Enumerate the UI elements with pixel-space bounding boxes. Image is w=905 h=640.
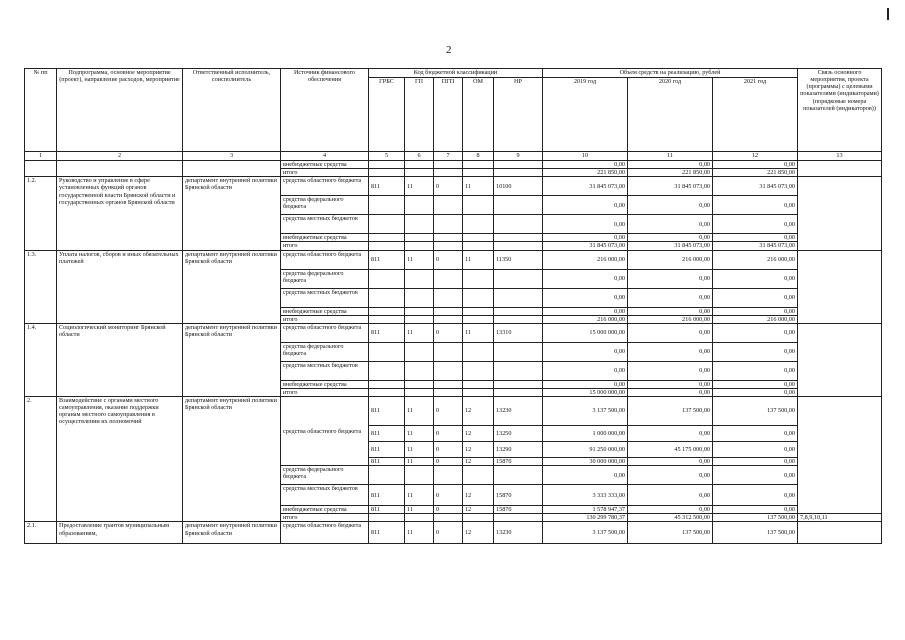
value-2019: 30 000 000,00	[543, 458, 628, 466]
code-grbs: 811	[369, 442, 405, 458]
value-2019: 0,00	[543, 380, 628, 388]
value-2021: 0,00	[713, 442, 798, 458]
code-ppgp: 0	[434, 426, 463, 442]
value-2019: 130 299 780,37	[543, 514, 628, 522]
value-2020: 137 500,00	[628, 522, 713, 544]
code-nr: 13230	[494, 522, 543, 544]
header-om: ОМ	[463, 78, 494, 152]
source-label: средства областного бюджета	[281, 177, 369, 196]
source-label: внебюджетные средства	[281, 161, 369, 169]
cell-empty	[798, 177, 882, 250]
value-2019: 0,00	[543, 466, 628, 485]
code-gp: 11	[405, 506, 434, 514]
colnum: 7	[434, 152, 463, 161]
value-2020: 0,00	[628, 161, 713, 169]
value-2020: 0,00	[628, 288, 713, 307]
table-row	[25, 161, 882, 169]
colnum: 8	[463, 152, 494, 161]
value-2021: 0,00	[713, 234, 798, 242]
value-2019: 15 000 000,00	[543, 388, 628, 396]
code-gp: 11	[405, 177, 434, 196]
cell-empty	[798, 323, 882, 396]
value-2021: 0,00	[713, 388, 798, 396]
colnum: 11	[628, 152, 713, 161]
row-name: Взаимодействие с органами местного самоуправления, оказание поддержки органам местного самоуправления в осуществлении их полномочий	[57, 397, 183, 522]
value-2019: 0,00	[543, 361, 628, 380]
source-label: средства местных бюджетов	[281, 361, 369, 380]
value-2020: 0,00	[628, 466, 713, 485]
value-2019: 0,00	[543, 269, 628, 288]
value-2020: 0,00	[628, 361, 713, 380]
header-volume: Объем средств на реализацию, рублей	[543, 69, 798, 78]
colnum: 3	[183, 152, 281, 161]
value-2021: 0,00	[713, 485, 798, 506]
colnum: 13	[798, 152, 882, 161]
code-gp: 11	[405, 458, 434, 466]
value-2021: 0,00	[713, 215, 798, 234]
value-2021: 0,00	[713, 458, 798, 466]
header-row-1	[25, 69, 882, 78]
header-ppgp: ПГП	[434, 78, 463, 152]
code-gp: 11	[405, 323, 434, 342]
value-2020: 0,00	[628, 323, 713, 342]
value-2020: 0,00	[628, 380, 713, 388]
cell-empty	[57, 161, 183, 177]
cell-empty	[798, 250, 882, 323]
row-name: Уплата налогов, сборов и иных обязательных платежей	[57, 250, 183, 323]
code-grbs: 811	[369, 323, 405, 342]
source-label: средства федерального бюджета	[281, 466, 369, 485]
header-source: Источник финансового обеспечения	[281, 69, 369, 152]
header-nr: НР	[494, 78, 543, 152]
value-2021: 0,00	[713, 426, 798, 442]
cell-empty	[183, 161, 281, 177]
value-2021: 0,00	[713, 342, 798, 361]
colnum: 6	[405, 152, 434, 161]
code-ppgp: 0	[434, 177, 463, 196]
header-grbs: ГРБС	[369, 78, 405, 152]
code-nr: 15870	[494, 506, 543, 514]
value-2019: 31 845 073,00	[543, 177, 628, 196]
source-label: итого	[281, 315, 369, 323]
value-2020: 45 175 000,00	[628, 442, 713, 458]
row-number: 2.1.	[25, 522, 57, 544]
source-label: средства местных бюджетов	[281, 485, 369, 506]
source-label: средства областного бюджета	[281, 522, 369, 544]
code-om: 12	[463, 442, 494, 458]
value-2019: 91 250 000,00	[543, 442, 628, 458]
code-nr: 15870	[494, 485, 543, 506]
header-2019: 2019 год	[543, 78, 628, 152]
indicator-link: 7,8,9,10,11	[798, 514, 882, 522]
value-2020: 31 845 073,00	[628, 177, 713, 196]
value-2020: 0,00	[628, 388, 713, 396]
code-gp: 11	[405, 250, 434, 269]
source-label: внебюджетные средства	[281, 234, 369, 242]
colnum: 9	[494, 152, 543, 161]
source-label: средства местных бюджетов	[281, 288, 369, 307]
row-name: Руководство и управление в сфере установленных функций органов государственной власти Брянской области и государственных органов Брянской области	[57, 177, 183, 250]
table-row	[25, 177, 882, 196]
table-row	[25, 522, 882, 544]
cell-empty	[798, 397, 882, 514]
value-2020: 0,00	[628, 269, 713, 288]
value-2019: 221 850,00	[543, 169, 628, 177]
edge-mark	[887, 8, 889, 20]
code-om: 12	[463, 506, 494, 514]
value-2020: 216 000,00	[628, 250, 713, 269]
code-om: 11	[463, 177, 494, 196]
value-2020: 31 845 073,00	[628, 242, 713, 250]
code-ppgp: 0	[434, 485, 463, 506]
header-budget-code: Код бюджетной классификации	[369, 69, 543, 78]
value-2020: 216 000,00	[628, 315, 713, 323]
row-executor: департамент внутренней политики Брянской области	[183, 177, 281, 250]
value-2019: 0,00	[543, 342, 628, 361]
table-row	[25, 250, 882, 269]
row-executor: департамент внутренней политики Брянской области	[183, 250, 281, 323]
table-row	[25, 397, 882, 426]
value-2019: 15 000 000,00	[543, 323, 628, 342]
value-2020: 0,00	[628, 196, 713, 215]
source-label: средства областного бюджета	[281, 250, 369, 269]
code-om: 11	[463, 250, 494, 269]
code-nr: 13230	[494, 397, 543, 426]
header-gp: ГП	[405, 78, 434, 152]
value-2020: 0,00	[628, 215, 713, 234]
value-2020: 45 312 500,00	[628, 514, 713, 522]
code-nr: 11350	[494, 250, 543, 269]
row-number: 1.3.	[25, 250, 57, 323]
source-label: итого	[281, 242, 369, 250]
value-2019: 3 333 333,00	[543, 485, 628, 506]
value-2021: 137 500,00	[713, 397, 798, 426]
colnum: 4	[281, 152, 369, 161]
value-2020: 221 850,00	[628, 169, 713, 177]
header-link: Связь основного мероприятия, проекта (программы) с целевыми показателями (индикаторами) (порядковые номера показателей (индикаторов))	[798, 69, 882, 152]
value-2019: 0,00	[543, 196, 628, 215]
code-grbs: 811	[369, 426, 405, 442]
code-om: 12	[463, 522, 494, 544]
value-2021: 137 500,00	[713, 514, 798, 522]
code-nr: 15870	[494, 458, 543, 466]
value-2019: 0,00	[543, 307, 628, 315]
value-2020: 0,00	[628, 506, 713, 514]
value-2019: 3 137 500,00	[543, 397, 628, 426]
row-name: Социологический мониторинг Брянской области	[57, 323, 183, 396]
source-label: средства федерального бюджета	[281, 342, 369, 361]
code-gp: 11	[405, 522, 434, 544]
source-label: средства местных бюджетов	[281, 215, 369, 234]
value-2020: 0,00	[628, 426, 713, 442]
code-ppgp: 0	[434, 397, 463, 426]
value-2019: 31 845 073,00	[543, 242, 628, 250]
value-2019: 1 000 000,00	[543, 426, 628, 442]
row-executor: департамент внутренней политики Брянской области	[183, 522, 281, 544]
value-2019: 0,00	[543, 234, 628, 242]
column-numbers-row	[25, 152, 882, 161]
cell-empty	[25, 161, 57, 177]
code-om: 12	[463, 397, 494, 426]
code-ppgp: 0	[434, 442, 463, 458]
colnum: 1	[25, 152, 57, 161]
value-2020: 0,00	[628, 485, 713, 506]
value-2021: 0,00	[713, 307, 798, 315]
row-executor: департамент внутренней политики Брянской области	[183, 397, 281, 522]
source-label: средства областного бюджета	[281, 397, 369, 466]
source-label: внебюджетные средства	[281, 506, 369, 514]
value-2020: 0,00	[628, 307, 713, 315]
colnum: 2	[57, 152, 183, 161]
value-2021: 0,00	[713, 380, 798, 388]
value-2019: 0,00	[543, 215, 628, 234]
row-number: 1.2.	[25, 177, 57, 250]
value-2021: 0,00	[713, 196, 798, 215]
code-om: 11	[463, 323, 494, 342]
value-2020: 0,00	[628, 458, 713, 466]
colnum: 5	[369, 152, 405, 161]
source-label: средства федерального бюджета	[281, 196, 369, 215]
code-ppgp: 0	[434, 506, 463, 514]
code-grbs: 811	[369, 458, 405, 466]
colnum: 10	[543, 152, 628, 161]
value-2019: 1 578 947,37	[543, 506, 628, 514]
value-2021: 0,00	[713, 288, 798, 307]
value-2021: 0,00	[713, 466, 798, 485]
header-2021: 2021 год	[713, 78, 798, 152]
row-name: Предоставление грантов муниципальным образованиям,	[57, 522, 183, 544]
value-2021: 31 845 073,00	[713, 177, 798, 196]
code-nr: 10100	[494, 177, 543, 196]
value-2019: 0,00	[543, 161, 628, 169]
header-num: № пп	[25, 69, 57, 152]
value-2019: 0,00	[543, 288, 628, 307]
code-grbs: 811	[369, 485, 405, 506]
value-2021: 216 000,00	[713, 250, 798, 269]
source-label: итого	[281, 169, 369, 177]
value-2019: 216 000,00	[543, 315, 628, 323]
code-grbs: 811	[369, 250, 405, 269]
source-label: средства федерального бюджета	[281, 269, 369, 288]
colnum: 12	[713, 152, 798, 161]
row-number: 1.4.	[25, 323, 57, 396]
cell-empty	[798, 161, 882, 177]
value-2021: 0,00	[713, 506, 798, 514]
row-executor: департамент внутренней политики Брянской области	[183, 323, 281, 396]
value-2021: 31 845 073,00	[713, 242, 798, 250]
code-grbs: 811	[369, 522, 405, 544]
value-2021: 137 500,00	[713, 522, 798, 544]
budget-table	[24, 68, 882, 544]
code-om: 12	[463, 458, 494, 466]
table-row	[25, 323, 882, 342]
value-2019: 3 137 500,00	[543, 522, 628, 544]
value-2021: 0,00	[713, 161, 798, 169]
header-program: Подпрограмма, основное мероприятие (проект), направление расходов, мероприятие	[57, 69, 183, 152]
code-ppgp: 0	[434, 522, 463, 544]
code-ppgp: 0	[434, 323, 463, 342]
value-2019: 216 000,00	[543, 250, 628, 269]
value-2020: 0,00	[628, 342, 713, 361]
value-2020: 0,00	[628, 234, 713, 242]
code-grbs: 811	[369, 177, 405, 196]
code-grbs: 811	[369, 506, 405, 514]
page-number: 2	[446, 44, 452, 56]
code-gp: 11	[405, 426, 434, 442]
code-om: 12	[463, 426, 494, 442]
code-ppgp: 0	[434, 458, 463, 466]
code-gp: 11	[405, 485, 434, 506]
code-nr: 13250	[494, 426, 543, 442]
header-executor: Ответственный исполнитель, соисполнитель	[183, 69, 281, 152]
code-gp: 11	[405, 442, 434, 458]
value-2021: 0,00	[713, 361, 798, 380]
code-ppgp: 0	[434, 250, 463, 269]
source-label: внебюджетные средства	[281, 380, 369, 388]
row-number: 2.	[25, 397, 57, 522]
value-2021: 216 000,00	[713, 315, 798, 323]
code-nr: 13310	[494, 323, 543, 342]
value-2021: 0,00	[713, 269, 798, 288]
code-gp: 11	[405, 397, 434, 426]
source-label: итого	[281, 514, 369, 522]
value-2020: 137 500,00	[628, 397, 713, 426]
source-label: внебюджетные средства	[281, 307, 369, 315]
header-2020: 2020 год	[628, 78, 713, 152]
value-2021: 0,00	[713, 323, 798, 342]
source-label: средства областного бюджета	[281, 323, 369, 342]
value-2021: 221 850,00	[713, 169, 798, 177]
source-label: итого	[281, 388, 369, 396]
cell-empty	[798, 522, 882, 544]
code-nr: 13290	[494, 442, 543, 458]
code-grbs: 811	[369, 397, 405, 426]
code-om: 12	[463, 485, 494, 506]
